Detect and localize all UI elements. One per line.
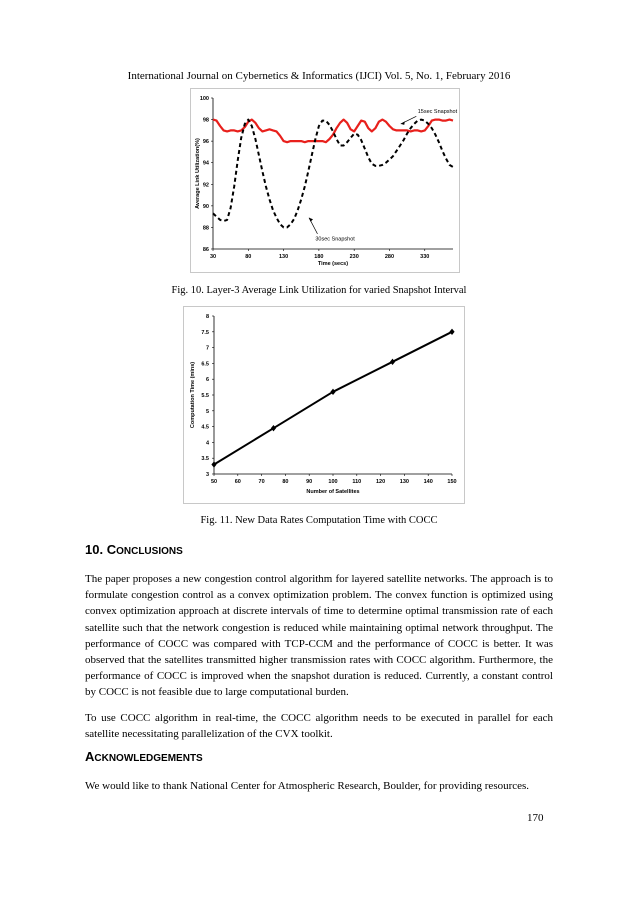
- x-tick-label: 80: [245, 254, 252, 260]
- y-tick-label: 90: [202, 203, 209, 210]
- figure-11-svg: [184, 307, 464, 503]
- running-header: International Journal on Cybernetics & Informatics (IJCI) Vol. 5, No. 1, February 2016: [127, 70, 511, 82]
- y-tick-label: 100: [199, 96, 209, 102]
- annotation-15sec-arrowhead: [401, 121, 405, 125]
- page-number: 170: [527, 812, 544, 824]
- y-tick-label: 7: [205, 345, 209, 352]
- figure-11-chart: [183, 306, 465, 504]
- y-tick-label: 88: [202, 225, 209, 232]
- series-15sec-line: [213, 120, 453, 143]
- x-tick-label: 230: [349, 254, 359, 260]
- x-tick-label: 90: [306, 479, 313, 485]
- y-tick-label: 8: [205, 314, 209, 320]
- y-tick-label: 86: [202, 247, 209, 253]
- x-tick-label: 180: [314, 254, 324, 260]
- figure-10-svg: [191, 89, 459, 272]
- section-conclusions-heading: [85, 542, 183, 557]
- x-tick-label: 50: [210, 479, 218, 485]
- x-tick-label: 80: [282, 479, 289, 485]
- figure-11-caption: Fig. 11. New Data Rates Computation Time with COCC: [200, 515, 438, 526]
- x-axis-title: Number of Satellites: [306, 489, 360, 495]
- x-tick-label: 60: [234, 479, 241, 485]
- y-tick-label: 5.5: [201, 393, 209, 399]
- y-tick-label: 4.5: [201, 424, 209, 431]
- y-tick-label: 98: [202, 117, 209, 124]
- section-title-rest: ONCLUSIONS: [116, 546, 183, 557]
- y-axis-title: Computation Time (mins): [190, 361, 196, 429]
- section-number: 10.: [85, 542, 104, 557]
- x-tick-label: 100: [328, 479, 338, 485]
- y-tick-label: 6.5: [201, 361, 209, 368]
- conclusions-paragraph-2: To use COCC algorithm in real-time, the COCC algorithm needs to be executed in parallel for each satellite necessitating parallelization of the CVX toolkit.: [85, 712, 553, 741]
- y-tick-label: 4: [205, 440, 209, 447]
- ack-title-initial: A: [85, 749, 95, 764]
- x-tick-label: 130: [399, 479, 409, 485]
- x-tick-label: 280: [384, 254, 395, 260]
- annotation-30sec-label: 30sec Snapshot: [315, 236, 355, 243]
- ack-title-rest: CKNOWLEDGEMENTS: [94, 753, 203, 764]
- annotation-30sec-arrowhead: [309, 218, 313, 222]
- x-tick-label: 110: [352, 479, 362, 485]
- x-tick-label: 330: [420, 254, 430, 260]
- acknowledgements-text: We would like to thank National Center for Atmospheric Research, Boulder, for providing resources.: [85, 780, 530, 792]
- x-tick-label: 70: [258, 479, 265, 485]
- series-cocc-line: [214, 332, 452, 465]
- y-axis-title: Average Link Utilization(%): [195, 138, 201, 209]
- x-tick-label: 140: [423, 479, 433, 485]
- y-tick-label: 5: [205, 408, 209, 415]
- x-axis-title: Time (secs): [317, 261, 349, 267]
- y-tick-label: 92: [202, 182, 209, 189]
- x-tick-label: 130: [278, 254, 289, 260]
- figure-10-caption: Fig. 10. Layer-3 Average Link Utilization for varied Snapshot Interval: [171, 285, 467, 296]
- x-tick-label: 150: [447, 479, 457, 485]
- section-title-initial: C: [106, 542, 117, 557]
- y-tick-label: 94: [202, 160, 209, 167]
- y-tick-label: 6: [205, 377, 209, 384]
- acknowledgements-heading: [85, 749, 203, 764]
- y-tick-label: 96: [202, 139, 209, 146]
- y-tick-label: 3: [205, 472, 209, 478]
- x-tick-label: 120: [376, 479, 386, 485]
- y-tick-label: 7.5: [201, 329, 209, 336]
- data-point-marker: [390, 359, 395, 365]
- annotation-15sec-label: 15sec Snapshot: [417, 109, 458, 116]
- y-tick-label: 3.5: [201, 456, 209, 463]
- x-tick-label: 30: [209, 254, 217, 260]
- data-point-marker: [449, 329, 454, 335]
- figure-10-chart: [190, 88, 460, 273]
- conclusions-paragraph-1: The paper proposes a new congestion control algorithm for layered satellite networks. The approach is to formulate congestion control as a convex optimization problem. The convex function is optimized using convex optimization approach at discrete intervals of time to determine optimal transmission rate of each satellite such that the network congestion is reduced while maintaining optimal network throughput. The performance of COCC was compared with TCP-CCM and the performance of COCC is better. It was observed that the satellites transmitted higher transmission rates with COCC algorithm. Furthermore, the performance of COCC is improved when the snapshot duration is reduced. Currently, a constant control by COCC is not feasible due to large computational burden.: [85, 573, 553, 699]
